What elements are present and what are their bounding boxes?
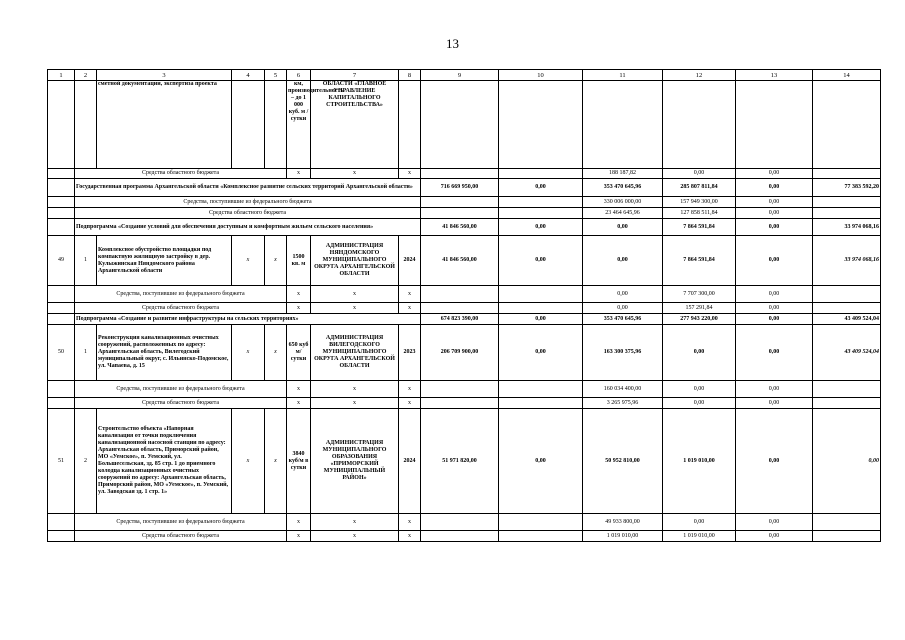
column-number: 12 bbox=[663, 70, 736, 81]
table-row bbox=[48, 208, 881, 219]
amount-cell: 285 807 811,84 bbox=[663, 179, 736, 197]
row-subnumber: 2 bbox=[75, 409, 97, 514]
customer-org: ОБЛАСТИ «ГЛАВНОЕ УПРАВЛЕНИЕ КАПИТАЛЬНОГО СТРОИТЕЛЬСТВА» bbox=[311, 81, 399, 169]
amount-cell: 0,00 bbox=[663, 325, 736, 381]
amount-cell: 0,00 bbox=[499, 314, 583, 325]
object-year: 2024 bbox=[399, 409, 421, 514]
amount-cell: 0,00 bbox=[583, 219, 663, 236]
table-row bbox=[48, 409, 881, 514]
customer-org: АДМИНИСТРАЦИЯ МУНИЦИПАЛЬНОГО ОБРАЗОВАНИЯ «ПРИМОРСКИЙ МУНИЦИПАЛЬНЫЙ РАЙОН» bbox=[311, 409, 399, 514]
amount-cell: 0,00 bbox=[499, 236, 583, 286]
amount-cell: 51 971 820,00 bbox=[421, 409, 499, 514]
amount-cell: 77 383 592,20 bbox=[813, 179, 881, 197]
funding-source-label: Средства областного бюджета bbox=[75, 169, 287, 179]
column-number-row bbox=[48, 70, 881, 81]
x-mark: x bbox=[311, 398, 399, 409]
amount-cell: 188 187,82 bbox=[583, 169, 663, 179]
amount-cell: 33 974 068,16 bbox=[813, 219, 881, 236]
amount-cell: 0,00 bbox=[499, 219, 583, 236]
amount-cell: 23 464 645,96 bbox=[583, 208, 663, 219]
table-row bbox=[48, 381, 881, 398]
amount-cell: 41 846 560,00 bbox=[421, 219, 499, 236]
x-mark: x bbox=[287, 286, 311, 303]
x-mark: x bbox=[287, 303, 311, 314]
amount-cell: 3 265 975,96 bbox=[583, 398, 663, 409]
column-number: 14 bbox=[813, 70, 881, 81]
column-number: 7 bbox=[311, 70, 399, 81]
x-mark: x bbox=[399, 381, 421, 398]
amount-cell: 0,00 bbox=[499, 325, 583, 381]
amount-cell: 0,00 bbox=[583, 236, 663, 286]
x-mark: x bbox=[399, 531, 421, 542]
amount-cell: 353 470 645,96 bbox=[583, 179, 663, 197]
funding-source-label: Средства областного бюджета bbox=[75, 208, 421, 219]
amount-cell: 0,00 bbox=[499, 179, 583, 197]
amount-cell: 0,00 bbox=[813, 409, 881, 514]
row-number: 49 bbox=[48, 236, 75, 286]
amount-cell: 277 943 220,00 bbox=[663, 314, 736, 325]
amount-cell: 0,00 bbox=[499, 409, 583, 514]
amount-cell: 0,00 bbox=[736, 286, 813, 303]
amount-cell: 1 019 010,00 bbox=[583, 531, 663, 542]
funding-source-label: Средства, поступившие из федерального бюджета bbox=[75, 197, 421, 208]
budget-table bbox=[47, 69, 881, 542]
amount-cell: 163 300 375,96 bbox=[583, 325, 663, 381]
x-mark: x bbox=[265, 236, 287, 286]
table-row bbox=[48, 303, 881, 314]
amount-cell: 7 864 591,84 bbox=[663, 219, 736, 236]
amount-cell: 0,00 bbox=[663, 514, 736, 531]
amount-cell: 1 019 010,00 bbox=[663, 531, 736, 542]
amount-cell: 0,00 bbox=[736, 381, 813, 398]
column-number: 3 bbox=[97, 70, 232, 81]
amount-cell: 157 949 300,00 bbox=[663, 197, 736, 208]
table-row bbox=[48, 179, 881, 197]
amount-cell: 0,00 bbox=[663, 398, 736, 409]
funding-source-label: Средства областного бюджета bbox=[75, 303, 287, 314]
subprogram-label: Подпрограмма «Создание условий для обеспечения доступным и комфортным жильем сельского населения» bbox=[75, 219, 421, 236]
x-mark: x bbox=[311, 531, 399, 542]
column-number: 8 bbox=[399, 70, 421, 81]
object-name: Строительство объекта «Напорная канализация от точки подключения канализационной насосной станции по адресу: Архангельская область, Приморский район, МО «Уемское», п. Уемский, ул. Большесельская, зд. 85 стр. 1 до приемного колодца канализационных очистных сооружений по адресу: Архангельская область, Приморский район, МО «Уемское», п. Уемский, ул. Заводская зд. 1 стр. 1» bbox=[97, 409, 232, 514]
amount-cell: 160 034 400,00 bbox=[583, 381, 663, 398]
x-mark: x bbox=[287, 169, 311, 179]
x-mark: x bbox=[311, 381, 399, 398]
funding-source-label: Средства, поступившие из федерального бюджета bbox=[75, 514, 287, 531]
object-year: 2024 bbox=[399, 236, 421, 286]
page-number: 13 bbox=[446, 36, 459, 51]
row-subnumber: 1 bbox=[75, 325, 97, 381]
x-mark: x bbox=[399, 303, 421, 314]
amount-cell: 330 006 000,00 bbox=[583, 197, 663, 208]
table-row bbox=[48, 169, 881, 179]
x-mark: x bbox=[287, 531, 311, 542]
x-mark: x bbox=[287, 514, 311, 531]
table-row bbox=[48, 197, 881, 208]
amount-cell: 0,00 bbox=[736, 531, 813, 542]
x-mark: x bbox=[399, 286, 421, 303]
column-number: 13 bbox=[736, 70, 813, 81]
column-number: 4 bbox=[232, 70, 265, 81]
amount-cell: 0,00 bbox=[736, 325, 813, 381]
amount-cell: 0,00 bbox=[663, 169, 736, 179]
table-row bbox=[48, 314, 881, 325]
amount-cell: 0,00 bbox=[736, 314, 813, 325]
object-capacity: 3840 куб/м в сутки bbox=[287, 409, 311, 514]
amount-cell: 0,00 bbox=[663, 381, 736, 398]
amount-cell: 0,00 bbox=[583, 303, 663, 314]
object-name: сметной документации, экспертиза проекта bbox=[97, 81, 232, 169]
x-mark: x bbox=[311, 514, 399, 531]
program-label: Государственная программа Архангельской области «Комплексное развитие сельских территорий Архангельской области» bbox=[75, 179, 421, 197]
x-mark: x bbox=[232, 409, 265, 514]
funding-source-label: Средства областного бюджета bbox=[75, 531, 287, 542]
amount-cell: 716 669 950,00 bbox=[421, 179, 499, 197]
amount-cell: 0,00 bbox=[736, 179, 813, 197]
amount-cell: 43 409 524,04 bbox=[813, 325, 881, 381]
column-number: 2 bbox=[75, 70, 97, 81]
table-row bbox=[48, 325, 881, 381]
amount-cell: 49 933 800,00 bbox=[583, 514, 663, 531]
column-number: 1 bbox=[48, 70, 75, 81]
object-capacity: 650 куб м/сутки bbox=[287, 325, 311, 381]
object-year: 2023 bbox=[399, 325, 421, 381]
amount-cell: 0,00 bbox=[736, 208, 813, 219]
amount-cell: 0,00 bbox=[736, 514, 813, 531]
x-mark: x bbox=[399, 398, 421, 409]
amount-cell: 206 709 900,00 bbox=[421, 325, 499, 381]
amount-cell: 0,00 bbox=[736, 398, 813, 409]
amount-cell: 0,00 bbox=[583, 286, 663, 303]
subprogram-label: Подпрограмма «Создание и развитие инфраструктуры на сельских территориях» bbox=[75, 314, 421, 325]
table-row bbox=[48, 514, 881, 531]
table-row bbox=[48, 236, 881, 286]
funding-source-label: Средства, поступившие из федерального бюджета bbox=[75, 286, 287, 303]
x-mark: x bbox=[287, 398, 311, 409]
column-number: 10 bbox=[499, 70, 583, 81]
object-name: Комплексное обустройство площадки под компактную жилищную застройку в дер. Кулыжинская Няндомского района Архангельской области bbox=[97, 236, 232, 286]
amount-cell: 50 952 810,00 bbox=[583, 409, 663, 514]
x-mark: x bbox=[265, 325, 287, 381]
amount-cell: 0,00 bbox=[736, 236, 813, 286]
table-row bbox=[48, 81, 881, 169]
amount-cell: 0,00 bbox=[736, 219, 813, 236]
column-number: 5 bbox=[265, 70, 287, 81]
amount-cell: 0,00 bbox=[736, 409, 813, 514]
amount-cell: 127 858 511,84 bbox=[663, 208, 736, 219]
amount-cell: 33 974 068,16 bbox=[813, 236, 881, 286]
table-row bbox=[48, 219, 881, 236]
column-number: 11 bbox=[583, 70, 663, 81]
table-row bbox=[48, 531, 881, 542]
amount-cell: 43 409 524,04 bbox=[813, 314, 881, 325]
row-subnumber: 1 bbox=[75, 236, 97, 286]
x-mark: x bbox=[311, 286, 399, 303]
amount-cell: 0,00 bbox=[736, 197, 813, 208]
amount-cell: 353 470 645,96 bbox=[583, 314, 663, 325]
customer-org: АДМИНИСТРАЦИЯ НЯНДОМСКОГО МУНИЦИПАЛЬНОГО ОКРУГА АРХАНГЕЛЬСКОЙ ОБЛАСТИ bbox=[311, 236, 399, 286]
x-mark: x bbox=[232, 236, 265, 286]
x-mark: x bbox=[265, 409, 287, 514]
amount-cell: 7 707 300,00 bbox=[663, 286, 736, 303]
customer-org: АДМИНИСТРАЦИЯ ВИЛЕГОДСКОГО МУНИЦИПАЛЬНОГО ОКРУГА АРХАНГЕЛЬСКОЙ ОБЛАСТИ bbox=[311, 325, 399, 381]
funding-source-label: Средства областного бюджета bbox=[75, 398, 287, 409]
x-mark: x bbox=[232, 325, 265, 381]
x-mark: x bbox=[311, 169, 399, 179]
column-number: 9 bbox=[421, 70, 499, 81]
amount-cell: 41 846 560,00 bbox=[421, 236, 499, 286]
amount-cell: 0,00 bbox=[736, 169, 813, 179]
table-row bbox=[48, 286, 881, 303]
row-number: 51 bbox=[48, 409, 75, 514]
table-row bbox=[48, 398, 881, 409]
amount-cell: 7 864 591,84 bbox=[663, 236, 736, 286]
amount-cell: 674 823 390,00 bbox=[421, 314, 499, 325]
funding-source-label: Средства, поступившие из федерального бюджета bbox=[75, 381, 287, 398]
object-name: Реконструкция канализационных очистных сооружений, расположенных по адресу: Архангельская область, Вилегодский муниципальный округ, с. Ильинско-Подомское, ул. Чапаева, д. 15 bbox=[97, 325, 232, 381]
x-mark: x bbox=[399, 514, 421, 531]
object-capacity: 1500 кв. м bbox=[287, 236, 311, 286]
amount-cell: 157 291,84 bbox=[663, 303, 736, 314]
amount-cell: 1 019 010,00 bbox=[663, 409, 736, 514]
x-mark: x bbox=[399, 169, 421, 179]
column-number: 6 bbox=[287, 70, 311, 81]
object-capacity: км, производительность – до 1 000 куб. м / сутки bbox=[287, 81, 311, 169]
x-mark: x bbox=[311, 303, 399, 314]
row-number: 50 bbox=[48, 325, 75, 381]
amount-cell: 0,00 bbox=[736, 303, 813, 314]
x-mark: x bbox=[287, 381, 311, 398]
